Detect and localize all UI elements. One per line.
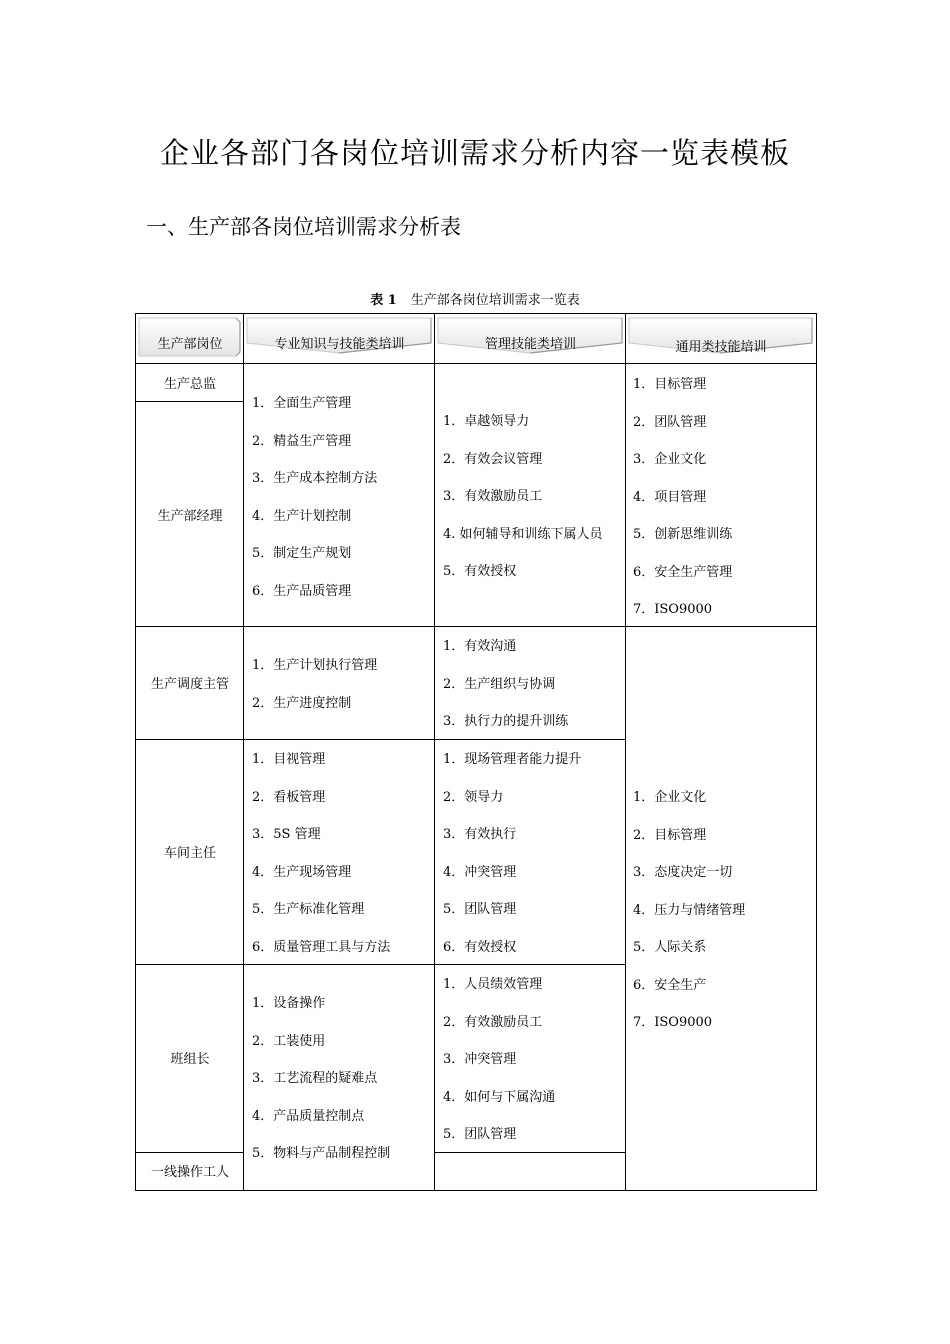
management-training-item: 5．团队管理: [443, 1127, 517, 1142]
position-frontline-worker: 一线操作工人: [150, 1165, 229, 1180]
management-training-item: 1．现场管理者能力提升: [443, 752, 582, 767]
management-training-item: 4. 如何辅导和训练下属人员: [443, 526, 603, 542]
professional-training-item: 1．生产计划执行管理: [252, 658, 378, 673]
section-heading: 一、生产部各岗位培训需求分析表: [146, 215, 461, 239]
management-training-item: 1．卓越领导力: [443, 414, 530, 429]
general-training-item: 7．ISO9000: [633, 1015, 713, 1030]
general-training-item: 2．团队管理: [633, 414, 707, 430]
management-training-item: 1．人员绩效管理: [443, 977, 543, 992]
header-position: 生产部岗位: [157, 337, 223, 352]
professional-training-item: 3．生产成本控制方法: [252, 471, 378, 486]
management-training-item: 3．有效执行: [443, 827, 517, 842]
management-training-item: 3．执行力的提升训练: [443, 714, 569, 729]
header-general: 通用类技能培训: [675, 340, 767, 355]
general-training-item: 3．企业文化: [633, 452, 707, 467]
professional-training-item: 1．全面生产管理: [252, 396, 352, 411]
management-training-item: 1．有效沟通: [443, 639, 517, 654]
management-training-item: 2．有效会议管理: [443, 451, 543, 467]
header-professional: 专业知识与技能类培训: [274, 337, 405, 352]
general-training-item: 6．安全生产管理: [633, 564, 733, 580]
professional-training-item: 3．工艺流程的疑难点: [252, 1071, 378, 1086]
position-scheduling-supervisor: 生产调度主管: [150, 677, 229, 692]
professional-training-item: 1．设备操作: [252, 996, 326, 1011]
professional-training-item: 6．生产品质管理: [252, 583, 352, 599]
professional-training-item: 5．物料与产品制程控制: [252, 1146, 391, 1161]
position-team-leader: 班组长: [170, 1052, 210, 1067]
professional-training-item: 4．生产计划控制: [252, 508, 352, 524]
professional-training-item: 2．精益生产管理: [252, 433, 352, 449]
position-workshop-director: 车间主任: [163, 846, 216, 861]
management-training-item: 3．有效激励员工: [443, 489, 543, 504]
table-caption-text: 生产部各岗位培训需求一览表: [410, 293, 580, 308]
professional-training-item: 4．产品质量控制点: [252, 1108, 365, 1124]
general-training-item: 4．项目管理: [633, 489, 707, 505]
position-production-director: 生产总监: [163, 377, 216, 392]
general-training-item: 2．目标管理: [633, 827, 707, 843]
professional-training-item: 1．目视管理: [252, 752, 326, 767]
management-training-item: 5．团队管理: [443, 902, 517, 917]
general-training-item: 7．ISO9000: [633, 602, 713, 617]
professional-training-item: 6．质量管理工具与方法: [252, 939, 391, 955]
management-training-item: 4．如何与下属沟通: [443, 1089, 556, 1105]
position-production-manager: 生产部经理: [157, 509, 223, 524]
general-training-item: 5．创新思维训练: [633, 527, 733, 542]
professional-training-item: 2．生产进度控制: [252, 695, 352, 711]
general-training-item: 6．安全生产: [633, 977, 707, 993]
document-title: 企业各部门各岗位培训需求分析内容一览表模板: [159, 136, 790, 170]
professional-training-item: 4．生产现场管理: [252, 864, 352, 880]
management-training-item: 2．生产组织与协调: [443, 676, 556, 692]
management-training-item: 2．有效激励员工: [443, 1014, 543, 1030]
professional-training-item: 2．看板管理: [252, 789, 326, 805]
management-training-item: 5．有效授权: [443, 564, 517, 579]
management-training-item: 6．有效授权: [443, 939, 517, 955]
management-training-item: 2．领导力: [443, 789, 504, 805]
general-training-item: 3．态度决定一切: [633, 865, 733, 880]
general-training-item: 4．压力与情绪管理: [633, 902, 746, 918]
professional-training-item: 5．制定生产规划: [252, 546, 352, 561]
management-training-item: 4．冲突管理: [443, 864, 517, 880]
general-training-item: 1．目标管理: [633, 377, 707, 392]
professional-training-item: 5．生产标准化管理: [252, 902, 365, 917]
header-management: 管理技能类培训: [484, 337, 576, 352]
table-number: 表 1: [370, 293, 397, 308]
general-training-item: 5．人际关系: [633, 940, 707, 955]
professional-training-item: 2．工装使用: [252, 1033, 326, 1049]
management-training-item: 3．冲突管理: [443, 1052, 517, 1067]
general-training-item: 1．企业文化: [633, 790, 707, 805]
professional-training-item: 3．5S 管理: [252, 827, 321, 842]
